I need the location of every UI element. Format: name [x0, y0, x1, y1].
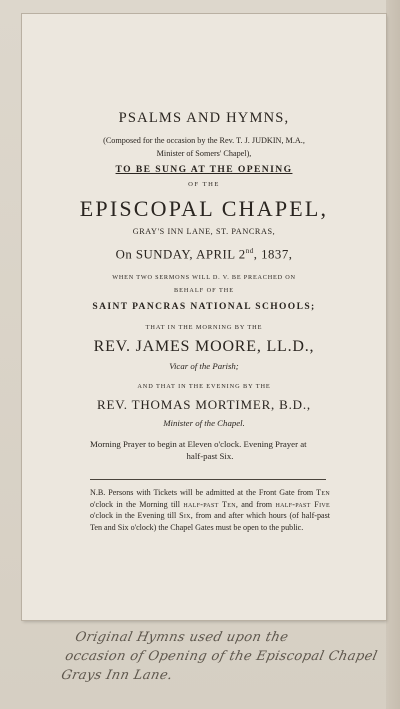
nb-text-i: , from and after which hours (of half-past Ten and Six o'clock) the Chapel Gates must be open to the public. — [90, 511, 330, 533]
handwritten-caption — [53, 628, 388, 698]
document-title: PSALMS AND HYMNS, — [118, 110, 290, 126]
location-line: GRAY'S INN LANE, ST. PANCRAS, — [132, 227, 276, 236]
preacher-2-role: Minister of the Chapel. — [163, 418, 245, 428]
nb-text-a: N.B. Persons with Tickets will be admitted at the Front Gate from — [90, 488, 317, 497]
date-suffix: , 1837, — [253, 247, 293, 262]
divider-rule — [90, 479, 326, 480]
nb-text-c: o'clock in the Morning till — [90, 499, 184, 509]
nb-text-g: o'clock in the Evening till — [90, 511, 180, 521]
preacher-1-role: Vicar of the Parish; — [169, 361, 239, 371]
date-prefix: On SUNDAY, APRIL 2 — [115, 247, 246, 262]
prayer-line-2: half-past Six. — [186, 450, 234, 461]
prayer-times — [90, 439, 330, 462]
handwriting-line-1: Original Hymns used upon the — [73, 630, 290, 645]
handwriting-line-3: Grays Inn Lane. — [59, 668, 175, 683]
behalf-line: BEHALF OF THE — [174, 287, 234, 294]
minister-of-line: Minister of Somers' Chapel), — [156, 149, 252, 158]
nb-text-d: half-past Ten — [183, 499, 236, 509]
to-be-sung-line: TO BE SUNG AT THE OPENING — [115, 164, 293, 175]
of-the-line: OF THE — [188, 181, 220, 188]
date-line — [22, 247, 386, 262]
chapel-name: EPISCOPAL CHAPEL, — [79, 196, 329, 221]
composed-by-line: (Composed for the occasion by the Rev. T. J. JUDKIN, M.A., — [103, 136, 305, 145]
evening-intro: AND THAT IN THE EVENING BY THE — [137, 383, 271, 390]
preacher-2-name: REV. THOMAS MORTIMER, B.D., — [97, 397, 311, 412]
handwriting-line-2: occasion of Opening of the Episcopal Chapel — [63, 649, 379, 664]
morning-intro: THAT IN THE MORNING BY THE — [145, 324, 263, 331]
nota-bene-paragraph — [90, 487, 330, 534]
nb-text-b: Ten — [316, 488, 330, 497]
prayer-line-1: Morning Prayer to begin at Eleven o'clock. Evening Prayer at — [90, 439, 307, 449]
date-superscript: nd — [245, 247, 254, 255]
preacher-1-name: REV. JAMES MOORE, LL.D., — [93, 338, 315, 355]
nb-text-h: Six — [179, 511, 191, 521]
sermons-line: WHEN TWO SERMONS WILL D. V. BE PREACHED ON — [112, 274, 296, 281]
mount-edge — [386, 0, 400, 709]
printed-sheet — [22, 14, 386, 620]
nb-text-e: , and from — [235, 499, 276, 509]
nb-text-f: half-past Five — [275, 499, 330, 509]
schools-line: SAINT PANCRAS NATIONAL SCHOOLS; — [92, 302, 316, 312]
